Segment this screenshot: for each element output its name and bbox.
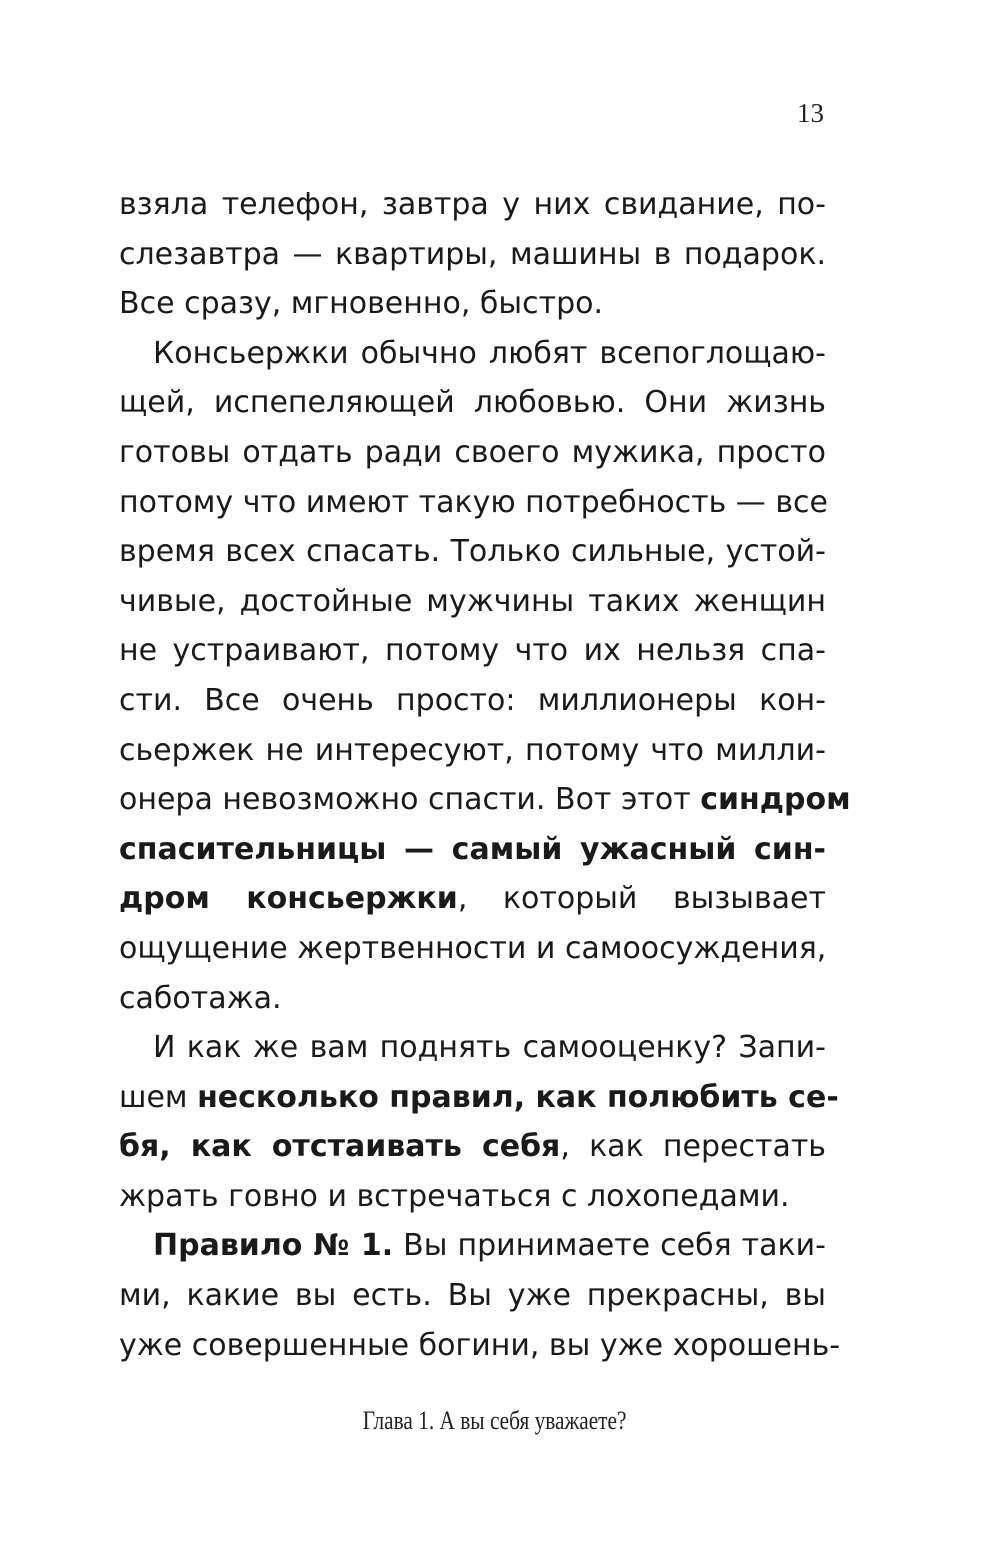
paragraph-4 <box>119 1221 841 1370</box>
body-text <box>119 180 851 1370</box>
text-line: Консьержки обычно любят всепоглощаю- <box>153 335 826 371</box>
text-line: время всех спасать. Только сильные, устой- <box>119 534 826 570</box>
bold-text-run: дром консьержки <box>119 881 458 917</box>
text-line: взяла телефон, завтра у них свидание, по- <box>119 187 826 222</box>
text-run: онера невозможно спасти. Вот этот <box>119 782 701 818</box>
bold-text-run: несколько правил, как полюбить се- <box>197 1079 839 1115</box>
text-line: не устраивают, потому что их нельзя спа- <box>119 633 826 669</box>
text-line: сти. Все очень просто: миллионеры кон- <box>119 682 826 718</box>
text-line <box>119 775 851 825</box>
text-line: сьержек не интересуют, потому что милли- <box>119 732 826 768</box>
text-line: готовы отдать ради своего мужика, просто <box>119 434 826 470</box>
rule-heading: Правило № 1. <box>153 1228 394 1264</box>
text-line: Все сразу, мгновенно, быстро. <box>119 286 604 322</box>
text-line <box>119 1122 826 1172</box>
text-line <box>119 1221 826 1271</box>
text-line <box>119 874 826 924</box>
text-line: слезавтра — квартиры, машины в подарок. <box>119 236 826 272</box>
text-run: , который вызывает <box>457 881 826 917</box>
text-line: чивые, достойные мужчины таких женщин <box>119 583 826 619</box>
paragraph-2 <box>119 329 851 1023</box>
bold-text-line: спасительницы — самый ужасный син- <box>119 831 826 867</box>
text-line: саботажа. <box>119 980 282 1016</box>
text-line: щей, испепеляющей любовью. Они жизнь <box>119 385 826 421</box>
text-run: шем <box>119 1079 198 1115</box>
paragraph-1 <box>119 180 826 329</box>
text-line: ми, какие вы есть. Вы уже прекрасны, вы <box>119 1278 826 1314</box>
text-line: И как же вам поднять самооценку? Запи- <box>153 1030 826 1066</box>
text-line <box>119 1073 839 1123</box>
text-line: ощущение жертвенности и самоосуждения, <box>119 930 827 966</box>
text-run: Вы принимаете себя таки- <box>393 1228 826 1264</box>
running-footer: Глава 1. А вы себя уважаете? <box>362 1406 627 1435</box>
text-line: потому что имеют такую потребность — все <box>119 484 828 520</box>
paragraph-3 <box>119 1023 839 1221</box>
page-number: 13 <box>797 98 824 128</box>
bold-text-run: синдром <box>700 782 851 818</box>
bold-text-run: бя, как отстаивать себя <box>119 1129 561 1165</box>
text-line: уже совершенные богини, вы уже хорошень- <box>119 1327 841 1363</box>
text-line: жрать говно и встречаться с лохопедами. <box>119 1178 790 1214</box>
text-run: , как перестать <box>560 1129 826 1165</box>
